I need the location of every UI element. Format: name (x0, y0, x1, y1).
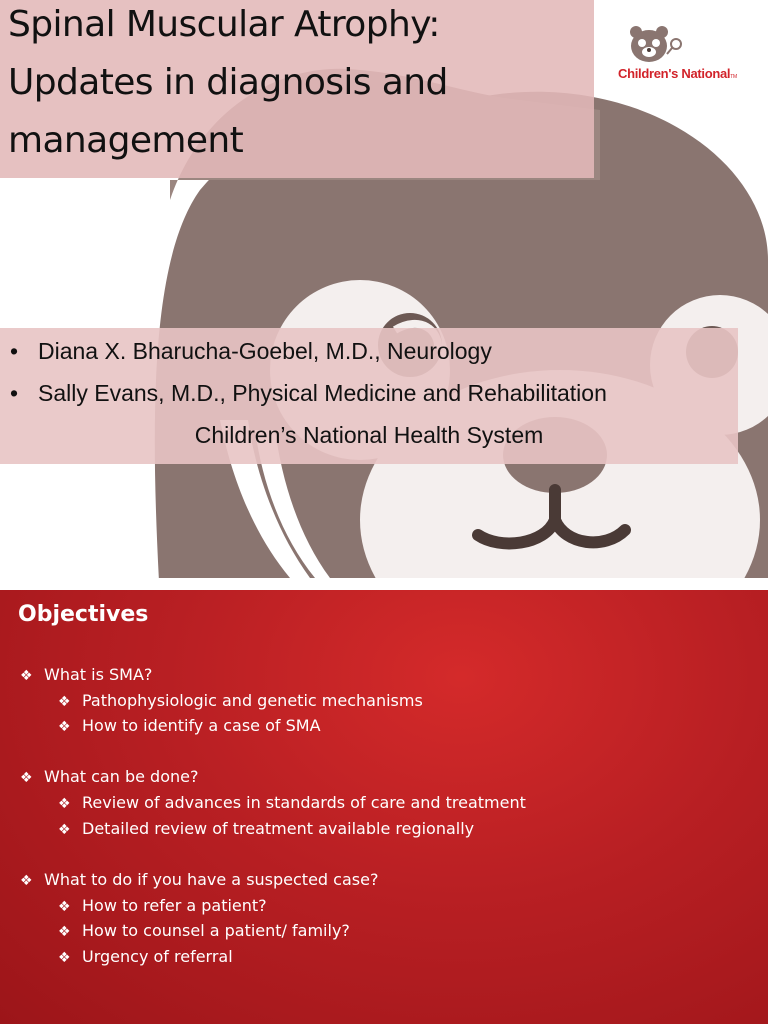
author-name: Sally Evans, M.D., Physical Medicine and Rehabilitation (38, 380, 607, 406)
slide-title-line-3: management (8, 120, 244, 161)
diamond-bullet-icon: ❖ (58, 694, 71, 710)
objective-item: ❖ What is SMA? (20, 665, 153, 684)
diamond-bullet-icon: ❖ (20, 873, 33, 889)
title-box (0, 0, 594, 178)
objectives-heading: Objectives (18, 602, 149, 627)
childrens-national-logo (614, 24, 754, 88)
author-name: Diana X. Bharucha-Goebel, M.D., Neurology (38, 338, 492, 364)
slide-title-line-2: Updates in diagnosis and (8, 62, 448, 103)
bear-logo-icon (624, 24, 684, 66)
diamond-bullet-icon: ❖ (58, 950, 71, 966)
bullet-icon: • (10, 338, 19, 364)
diamond-bullet-icon: ❖ (58, 899, 71, 915)
logo-text: Children's NationalTM (618, 66, 737, 81)
objective-subitem: ❖ Detailed review of treatment available regionally (58, 819, 475, 838)
diamond-bullet-icon: ❖ (58, 924, 71, 940)
objective-subitem: ❖ Urgency of referral (58, 947, 233, 966)
objective-subitem: ❖ How to refer a patient? (58, 896, 267, 915)
bullet-icon: • (10, 380, 19, 406)
objective-subitem: ❖ How to counsel a patient/ family? (58, 921, 350, 940)
author-item (10, 380, 607, 407)
authors-box (0, 328, 738, 464)
diamond-bullet-icon: ❖ (58, 822, 71, 838)
diamond-bullet-icon: ❖ (58, 719, 71, 735)
diamond-bullet-icon: ❖ (58, 796, 71, 812)
organization-name: Children’s National Health System (194, 422, 544, 448)
objective-subitem: ❖ How to identify a case of SMA (58, 716, 321, 735)
diamond-bullet-icon: ❖ (20, 668, 33, 684)
diamond-bullet-icon: ❖ (20, 770, 33, 786)
objective-item: ❖ What to do if you have a suspected case? (20, 870, 379, 889)
author-item (10, 338, 492, 365)
objective-subitem: ❖ Pathophysiologic and genetic mechanisms (58, 691, 423, 710)
logo-trademark: TM (730, 74, 737, 80)
objective-subitem: ❖ Review of advances in standards of care and treatment (58, 793, 526, 812)
objective-item: ❖ What can be done? (20, 767, 199, 786)
objectives-slide (0, 590, 768, 1024)
slide-title-line-1: Spinal Muscular Atrophy: (8, 4, 440, 45)
